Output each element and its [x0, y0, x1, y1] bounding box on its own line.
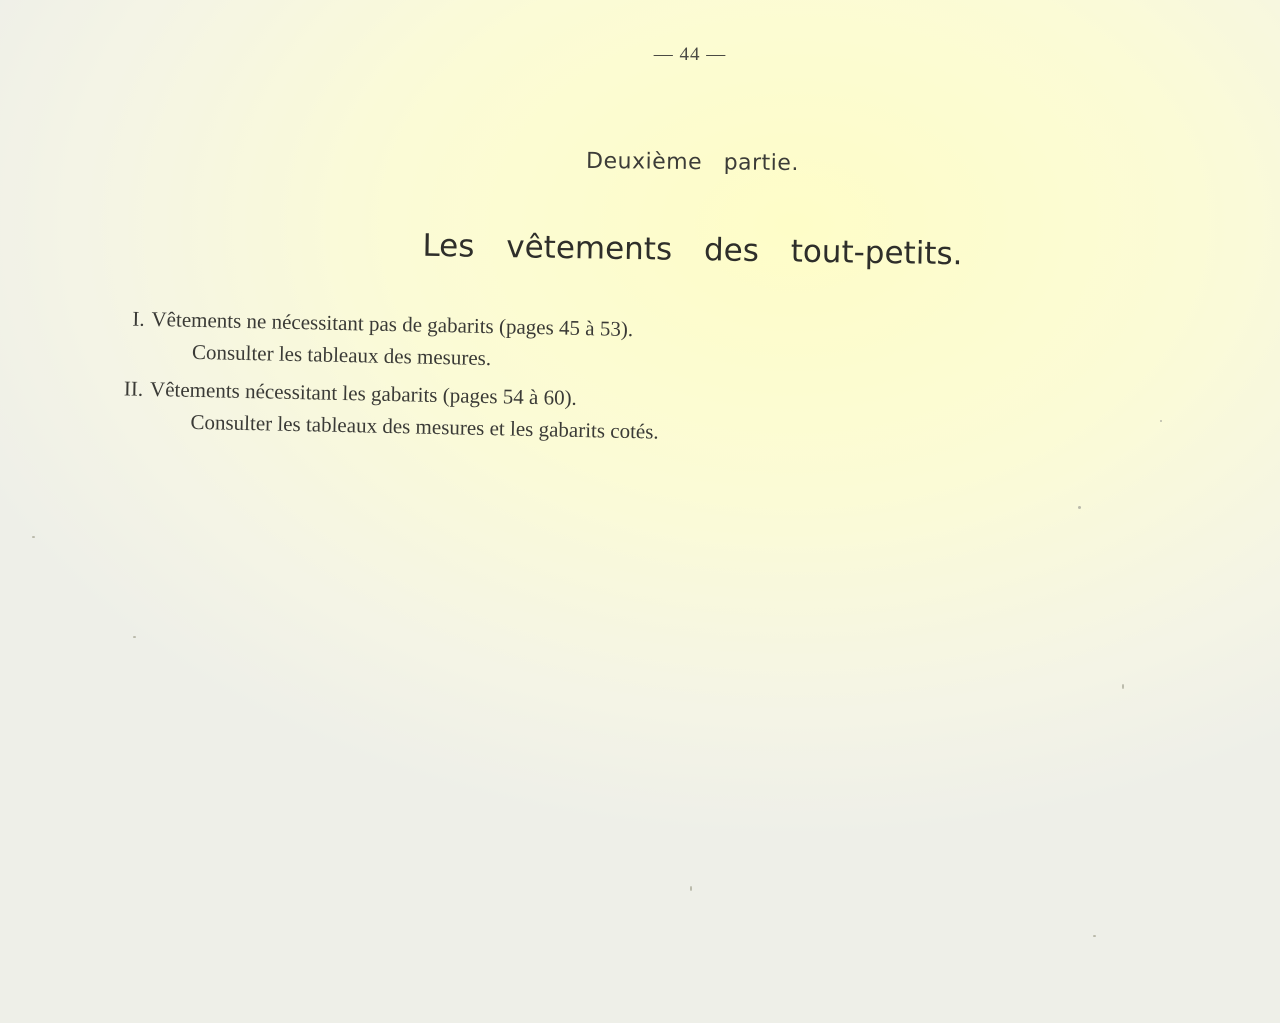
paper-speck: [133, 636, 136, 638]
item-text: Vêtements nécessitant les gabarits (pages 54 à 60).: [149, 376, 578, 410]
paper-speck: [1160, 420, 1162, 422]
contents-list: [102, 302, 805, 451]
part-label: Deuxième partie.: [585, 148, 800, 177]
item-note: Consulter les tableaux des mesures et les gabarits cotés.: [190, 409, 659, 444]
paper-speck: [690, 886, 692, 891]
item-numeral: II.: [123, 376, 144, 401]
item-note: Consulter les tableaux des mesures.: [191, 339, 492, 371]
paper-speck: [1093, 935, 1096, 937]
item-numeral: I.: [132, 306, 145, 331]
page-number: — 44 —: [653, 44, 727, 65]
paper-speck: [1122, 684, 1124, 689]
section-title: Les vêtements des tout-petits.: [422, 227, 963, 273]
paper-speck: [1078, 506, 1081, 509]
paper-speck: [32, 536, 35, 538]
item-text: Vêtements ne nécessitant pas de gabarits (pages 45 à 53).: [151, 306, 634, 342]
